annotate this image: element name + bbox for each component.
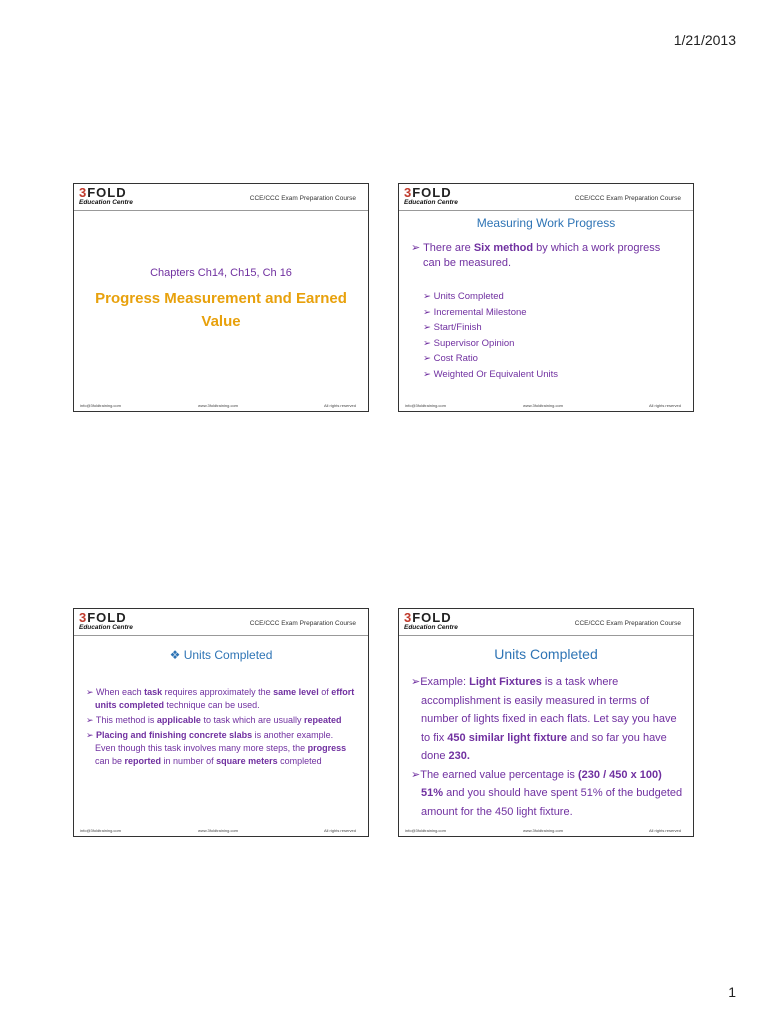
arrow-bullet-icon: ➢ bbox=[423, 337, 434, 349]
footer-email: info@3foldtraining.com bbox=[405, 828, 446, 833]
arrow-bullet-icon: ➢ bbox=[411, 242, 424, 254]
footer-email: info@3foldtraining.com bbox=[80, 403, 121, 408]
footer-email: info@3foldtraining.com bbox=[80, 828, 121, 833]
slide-footer bbox=[74, 824, 368, 836]
paragraph: ➢ When each task requires approximately the same level of effort units completed technique can be used. bbox=[86, 687, 355, 710]
list-item: ➢ Units Completed bbox=[423, 291, 504, 302]
diamond-bullet-icon: ❖ bbox=[169, 648, 184, 662]
slide-title: Progress Measurement and Earned Value bbox=[95, 290, 347, 330]
chapters: Chapters Ch14, Ch15, Ch 16 bbox=[150, 267, 292, 279]
paragraph: ➢Example: Light Fixtures is a task where accomplishment is easily measured in terms of number of lights fixed in each flats. Let say you have to fix 450 similar light fixture and so far you have done 230. bbox=[411, 676, 677, 762]
arrow-bullet-icon: ➢ bbox=[423, 291, 434, 302]
arrow-bullet-icon: ➢ bbox=[86, 715, 96, 725]
course-name: CCE/CCC Exam Preparation Course bbox=[249, 195, 356, 202]
arrow-bullet-icon: ➢ bbox=[86, 687, 97, 697]
date: 1/21/2013 bbox=[673, 32, 736, 48]
arrow-bullet-icon: ➢ bbox=[423, 368, 434, 380]
page-number: 1 bbox=[728, 984, 736, 1000]
footer-rights: All rights reserved bbox=[323, 403, 356, 408]
paragraph: ➢ Placing and finishing concrete slabs is another example. Even though this task involves many more steps, the progress can be reported in number of square meters completed bbox=[86, 730, 347, 766]
slide-header bbox=[74, 184, 368, 211]
slide-body bbox=[86, 686, 356, 770]
course-name: CCE/CCC Exam Preparation Course bbox=[574, 620, 681, 627]
footer-site: www.3foldtraining.com bbox=[198, 403, 239, 408]
slide-header bbox=[399, 184, 693, 211]
slide-1 bbox=[73, 183, 369, 412]
arrow-bullet-icon: ➢ bbox=[411, 676, 421, 688]
slide-body bbox=[411, 673, 683, 821]
slide-footer bbox=[399, 399, 693, 411]
slide-4 bbox=[398, 608, 694, 837]
arrow-bullet-icon: ➢ bbox=[423, 353, 434, 364]
arrow-bullet-icon: ➢ bbox=[86, 730, 97, 740]
arrow-bullet-icon: ➢ bbox=[411, 768, 421, 781]
footer-email: info@3foldtraining.com bbox=[405, 403, 446, 408]
list-item: ➢ Cost Ratio bbox=[423, 353, 478, 364]
slide-footer bbox=[74, 399, 368, 411]
arrow-bullet-icon: ➢ bbox=[423, 322, 434, 333]
slide-title: Measuring Work Progress bbox=[476, 216, 616, 230]
slide-header bbox=[399, 609, 693, 636]
slide-3 bbox=[73, 608, 369, 837]
intro-text: ➢ There are Six method by which a work progress can be measured. bbox=[411, 242, 661, 269]
list-item: ➢ Start/Finish bbox=[423, 322, 482, 333]
logo: 3FOLD Education Centre bbox=[79, 610, 133, 631]
footer-site: www.3foldtraining.com bbox=[523, 403, 564, 408]
course-name: CCE/CCC Exam Preparation Course bbox=[249, 620, 356, 627]
logo: 3FOLD Education Centre bbox=[404, 185, 458, 206]
arrow-bullet-icon: ➢ bbox=[423, 306, 434, 318]
logo: 3FOLD Education Centre bbox=[79, 185, 133, 206]
list-item: ➢ Weighted Or Equivalent Units bbox=[423, 368, 559, 380]
footer-site: www.3foldtraining.com bbox=[198, 828, 239, 833]
slide-title: Units Completed bbox=[494, 646, 598, 662]
list-item: ➢ Incremental Milestone bbox=[423, 306, 527, 318]
method-list bbox=[423, 289, 558, 382]
course-name: CCE/CCC Exam Preparation Course bbox=[574, 195, 681, 202]
paragraph: ➢ This method is applicable to task which are usually repeated bbox=[86, 715, 342, 725]
list-item: ➢ Supervisor Opinion bbox=[423, 337, 515, 349]
paragraph: ➢The earned value percentage is (230 / 450 x 100) 51% and you should have spent 51% of the budgeted amount for the 450 light fixture. bbox=[411, 768, 683, 818]
footer-rights: All rights reserved bbox=[648, 403, 681, 408]
logo: 3FOLD Education Centre bbox=[404, 610, 458, 631]
slide-footer bbox=[399, 824, 693, 836]
slide-2 bbox=[398, 183, 694, 412]
footer-site: www.3foldtraining.com bbox=[523, 828, 564, 833]
slide-header bbox=[74, 609, 368, 636]
footer-rights: All rights reserved bbox=[323, 828, 356, 833]
slide-title: ❖ Units Completed bbox=[169, 648, 273, 662]
footer-rights: All rights reserved bbox=[648, 828, 681, 833]
